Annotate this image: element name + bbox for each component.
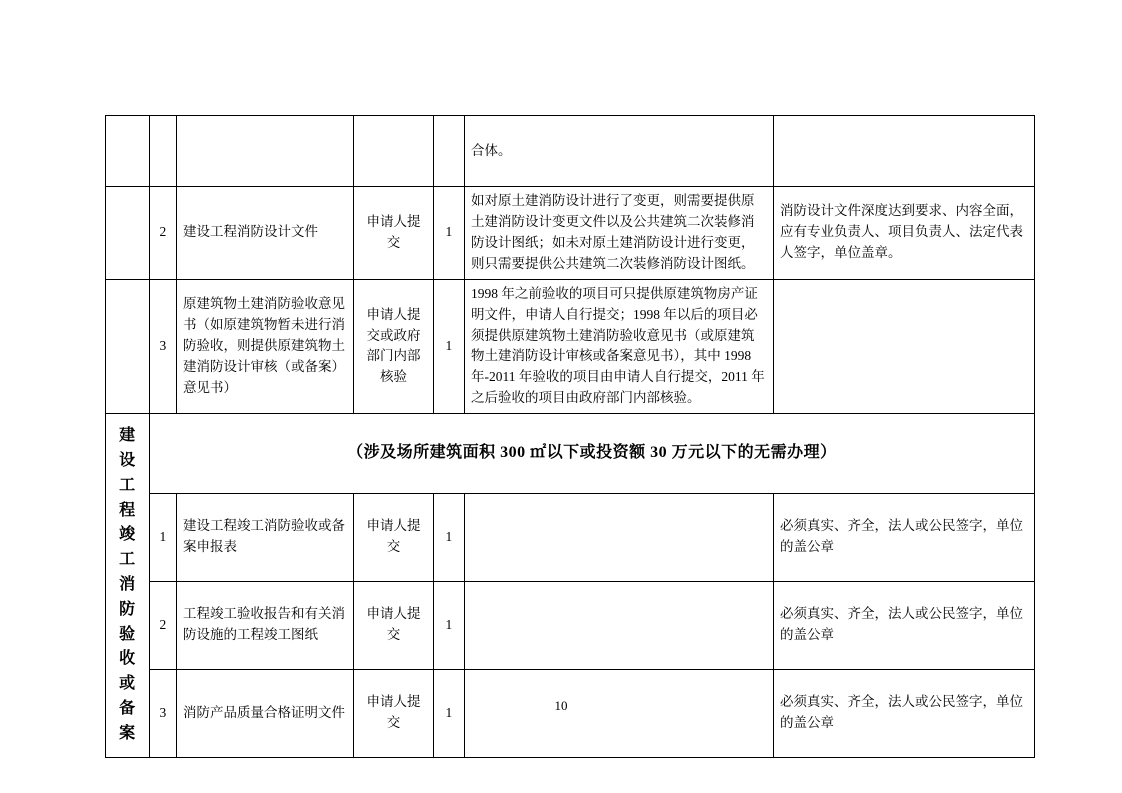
cell-count: 1 (433, 187, 464, 280)
cell-detail (465, 493, 774, 581)
cell-remark: 必须真实、齐全，法人或公民签字，单位的盖公章 (774, 493, 1035, 581)
cell-remark: 消防设计文件深度达到要求、内容全面，应有专业负责人、项目负责人、法定代表人签字，单位盖章。 (774, 187, 1035, 280)
cell-group-empty (106, 279, 150, 414)
cell-count: 1 (433, 581, 464, 669)
table-row (106, 279, 1035, 414)
cell-index: 3 (149, 279, 176, 414)
cell-count-empty (433, 116, 464, 187)
cell-detail: 如对原土建消防设计进行了变更，则需要提供原土建消防设计变更文件以及公共建筑二次装修消防设计图纸；如未对原土建消防设计进行变更，则只需要提供公共建筑二次装修消防设计图纸。 (465, 187, 774, 280)
table-row (106, 187, 1035, 280)
table-row (106, 116, 1035, 187)
page-number: 10 (554, 698, 568, 713)
cell-remark (774, 279, 1035, 414)
cell-remark: 必须真实、齐全，法人或公民签字，单位的盖公章 (774, 581, 1035, 669)
cell-source: 申请人提交 (354, 493, 433, 581)
cell-source: 申请人提交或政府部门内部核验 (354, 279, 433, 414)
table-row-notice (106, 414, 1035, 493)
cell-detail (465, 581, 774, 669)
cell-material-name: 消防产品质量合格证明文件 (176, 669, 353, 757)
cell-material-name: 建设工程消防设计文件 (176, 187, 353, 280)
cell-index-empty (149, 116, 176, 187)
requirements-table (105, 115, 1035, 758)
cell-index: 3 (149, 669, 176, 757)
table-row (106, 493, 1035, 581)
cell-source: 申请人提交 (354, 187, 433, 280)
cell-count: 1 (433, 669, 464, 757)
cell-source: 申请人提交 (354, 669, 433, 757)
cell-remark: 必须真实、齐全，法人或公民签字，单位的盖公章 (774, 669, 1035, 757)
cell-source-empty (354, 116, 433, 187)
table-row (106, 581, 1035, 669)
cell-group-empty (106, 116, 150, 187)
cell-count: 1 (433, 493, 464, 581)
cell-group-empty (106, 187, 150, 280)
cell-material-name: 建设工程竣工消防验收或备案申报表 (176, 493, 353, 581)
cell-index: 1 (149, 493, 176, 581)
cell-count: 1 (433, 279, 464, 414)
cell-name-empty (176, 116, 353, 187)
cell-detail-continued: 合体。 (465, 116, 774, 187)
cell-notice: （涉及场所建筑面积 300 ㎡以下或投资额 30 万元以下的无需办理） (149, 414, 1034, 493)
cell-group-label: 建设工程竣工消防验收或备案 (106, 414, 150, 757)
cell-index: 2 (149, 187, 176, 280)
cell-index: 2 (149, 581, 176, 669)
cell-detail: 1998 年之前验收的项目可只提供原建筑物房产证明文件，申请人自行提交；1998 年以后的项目必须提供原建筑物土建消防验收意见书（或原建筑物土建消防设计审核或备案意见书），其中 1998 年-2011 年验收的项目由申请人自行提交，2011 年之后验收的项目由政府部门内部核验。 (465, 279, 774, 414)
cell-source: 申请人提交 (354, 581, 433, 669)
cell-material-name: 原建筑物土建消防验收意见书（如原建筑物暂未进行消防验收，则提供原建筑物土建消防设计审核（或备案）意见书） (176, 279, 353, 414)
cell-remark-empty (774, 116, 1035, 187)
cell-material-name: 工程竣工验收报告和有关消防设施的工程竣工图纸 (176, 581, 353, 669)
